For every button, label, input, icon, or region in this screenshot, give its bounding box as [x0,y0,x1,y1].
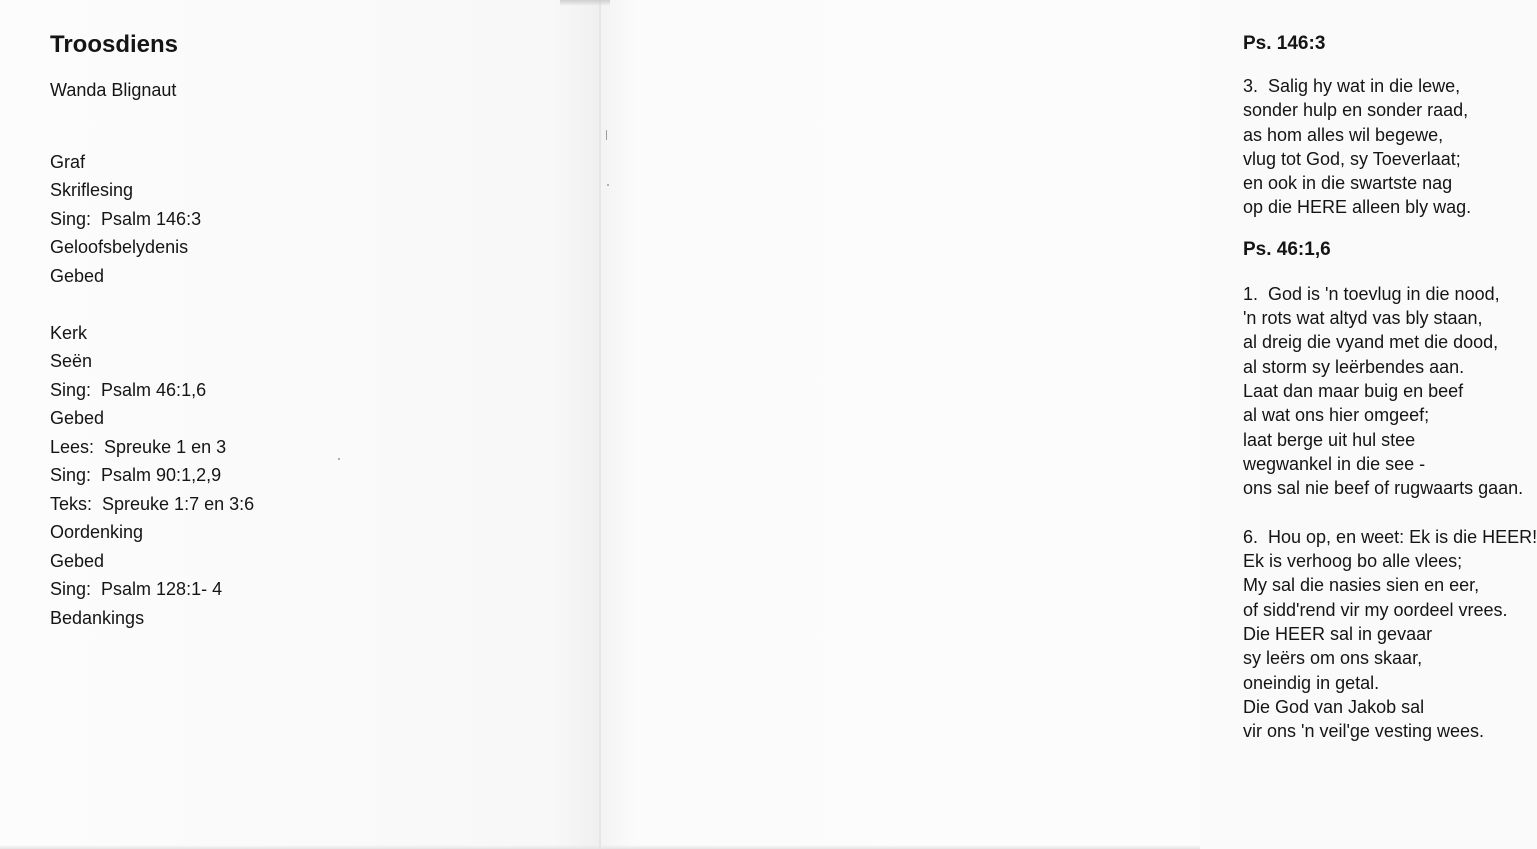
psalm-146-verse-3 [1243,74,1537,220]
order-item: Sing: Psalm 146:3 [50,208,202,229]
order-item: Sing: Psalm 128:1- 4 [50,579,223,599]
verse-line: Die God van Jakob sal [1243,696,1425,717]
verse-line: sonder hulp en sonder raad, [1243,100,1469,121]
verse-line: al storm sy leërbendes aan. [1243,356,1465,377]
hymn-texts [1243,30,1537,743]
order-item: Graf [50,151,86,172]
kerk-section [50,319,254,633]
verse-line: Ek is verhoog bo alle vlees; [1243,551,1463,572]
page-title: Troosdiens [50,31,179,58]
graf-section [50,148,254,291]
right-page [600,0,1537,849]
verse-line: 1. God is 'n toevlug in die nood, [1243,283,1500,304]
verse-line: op die HERE alleen bly wag. [1243,197,1472,218]
verse-line: My sal die nasies sien en eer, [1243,575,1480,596]
verse-line: al dreig die vyand met die dood, [1243,332,1499,353]
psalm-46-verse-6 [1243,525,1537,744]
order-item: Sing: Psalm 90:1,2,9 [50,465,222,485]
psalm-46-heading: Ps. 46:1,6 [1243,238,1331,260]
scan-shadow [0,845,1200,849]
spacer [50,290,254,319]
page-fold [599,0,601,849]
verse-line: 3. Salig hy wat in die lewe, [1243,76,1461,96]
verse-line: 'n rots wat altyd vas bly staan, [1243,308,1483,329]
spacer [1243,500,1537,524]
order-item: Oordenking [50,522,144,542]
psalm-146-heading: Ps. 146:3 [1243,33,1326,54]
verse-line: Laat dan maar buig en beef [1243,380,1464,401]
verse-line: laat berge uit hul stee [1243,429,1416,450]
verse-line: ons sal nie beef of rugwaarts gaan. [1243,478,1524,499]
service-order [50,28,254,632]
verse-line: of sidd'rend vir my oordeel vrees. [1243,599,1508,620]
order-item: Teks: Spreuke 1:7 en 3:6 [50,493,255,514]
verse-line: al wat ons hier omgeef; [1243,405,1430,426]
order-item: Bedankings [50,607,145,628]
verse-line: en ook in die swartste nag [1243,173,1453,194]
order-item: Skriflesing [50,180,134,200]
order-item: Seën [50,351,93,371]
verse-line: oneindig in getal. [1243,672,1380,693]
order-item: Lees: Spreuke 1 en 3 [50,436,227,457]
order-item: Gebed [50,408,105,428]
verse-line: wegwankel in die see - [1243,453,1426,474]
verse-line: 6. Hou op, en weet: Ek is die HEER! [1243,526,1537,547]
author-name: Wanda Blignaut [50,80,177,100]
verse-line: sy leërs om ons skaar, [1243,648,1423,669]
order-item: Sing: Psalm 46:1,6 [50,379,207,400]
left-page [0,0,600,849]
verse-line: vir ons 'n veil'ge vesting wees. [1243,721,1484,742]
scan-speck [607,184,609,186]
verse-line: as hom alles wil begewe, [1243,124,1444,145]
order-item: Gebed [50,265,105,286]
psalm-46-verse-1 [1243,282,1537,501]
spacer [50,105,254,148]
order-item: Gebed [50,550,105,571]
verse-line: Die HEER sal in gevaar [1243,623,1433,644]
order-item: Kerk [50,322,88,343]
scan-shadow [560,0,610,6]
scan-speck [338,458,340,460]
verse-line: vlug tot God, sy Toeverlaat; [1243,148,1461,169]
order-item: Geloofsbelydenis [50,237,189,257]
scan-speck [606,130,607,140]
